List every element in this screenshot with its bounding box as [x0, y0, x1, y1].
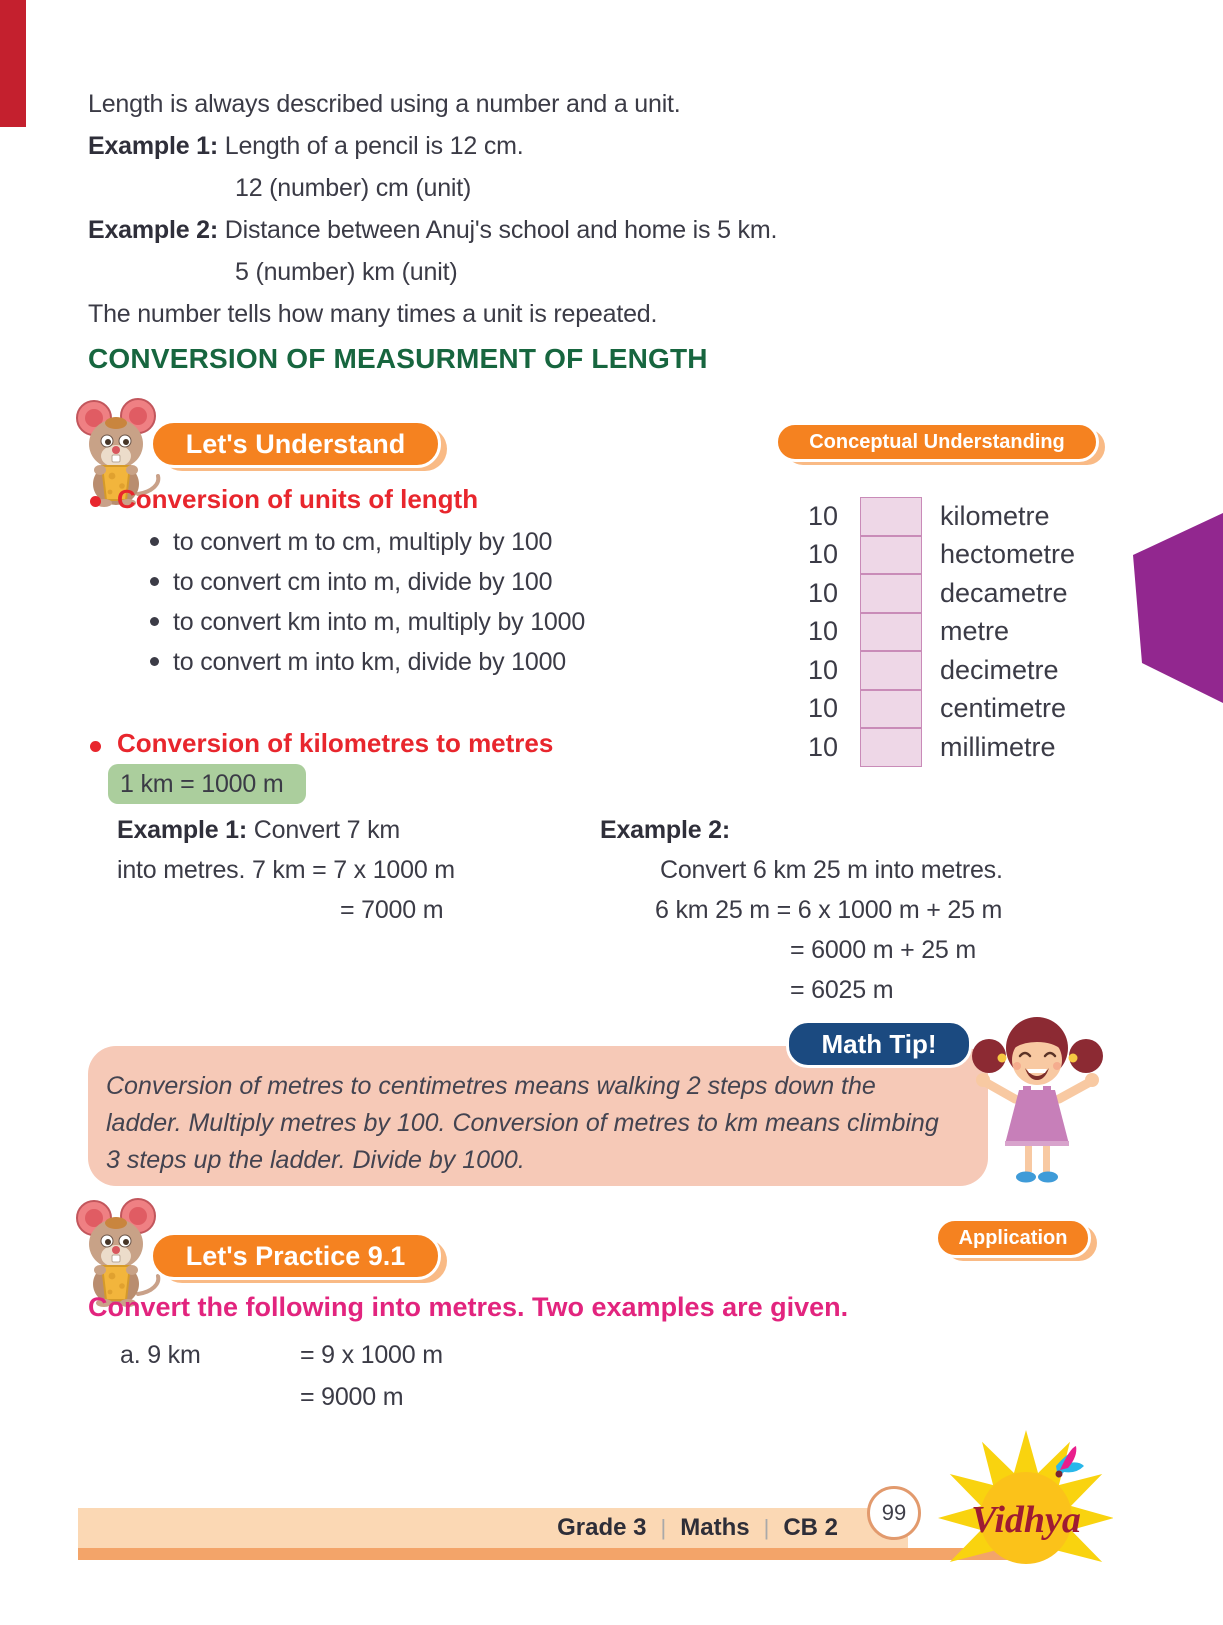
- vidhya-logo-text: Vidhya: [971, 1499, 1081, 1541]
- conceptual-understanding-badge: Conceptual Understanding: [775, 422, 1099, 462]
- ladder-row: [800, 613, 1075, 652]
- example-2-sub: 5 (number) km (unit): [235, 258, 458, 286]
- ladder-step-value: 10: [807, 500, 839, 531]
- ladder-row: [800, 497, 1075, 536]
- units-item: to convert m into km, divide by 1000: [173, 648, 566, 676]
- intro-example-1: [88, 126, 524, 166]
- lets-understand-banner: Let's Understand: [150, 420, 441, 468]
- bullet-icon: [150, 617, 159, 626]
- page-number-badge: 99: [867, 1486, 921, 1540]
- ladder-row: [800, 536, 1075, 575]
- ladder-step-box: [860, 651, 922, 690]
- ladder-step-value: 10: [807, 616, 839, 647]
- practice-item-label: a. 9 km: [120, 1341, 201, 1369]
- math-tip-text: Conversion of metres to centimetres means walking 2 steps down the ladder. Multiply metres by 100. Conversion of metres to km means climbing 3 steps up the ladder. Divide by 1000.: [106, 1072, 939, 1174]
- ladder-unit-label: kilometre: [940, 500, 1050, 531]
- practice-item-step: = 9000 m: [300, 1383, 404, 1411]
- intro-closing: The number tells how many times a unit is repeated.: [88, 300, 658, 328]
- girl-mascot-illustration: [965, 1002, 1110, 1188]
- example-1-label: Example 1:: [88, 132, 219, 160]
- example-1-text: Length of a pencil is 12 cm.: [218, 132, 524, 160]
- km-example-2-line: Convert 6 km 25 m into metres.: [660, 856, 1003, 884]
- ladder-step-box: [860, 690, 922, 729]
- bullet-icon: [150, 577, 159, 586]
- ladder-unit-label: decametre: [940, 577, 1068, 608]
- ladder-unit-label: millimetre: [940, 731, 1056, 762]
- page-corner-accent: [0, 0, 26, 127]
- ladder-row: [800, 651, 1075, 690]
- ladder-unit-label: centimetre: [940, 693, 1067, 724]
- ladder-unit-label: decimetre: [940, 654, 1059, 685]
- practice-instruction: Convert the following into metres. Two examples are given.: [88, 1292, 849, 1322]
- km-example-1-text: Convert 7 km: [247, 816, 401, 844]
- lets-practice-banner: Let's Practice 9.1: [150, 1232, 441, 1280]
- ladder-step-value: 10: [807, 693, 839, 724]
- ladder-row: [800, 690, 1075, 729]
- km-example-2-line: = 6025 m: [790, 976, 894, 1004]
- km-example-2-line: = 6000 m + 25 m: [790, 936, 977, 964]
- ladder-step-value: 10: [807, 577, 839, 608]
- km-example-1-line: into metres. 7 km = 7 x 1000 m: [117, 856, 455, 884]
- application-badge: Application: [935, 1218, 1091, 1258]
- km-example-2-line: 6 km 25 m = 6 x 1000 m + 25 m: [655, 896, 1003, 924]
- footer-book: CB 2: [783, 1514, 838, 1541]
- footer-separator: |: [763, 1515, 770, 1540]
- ladder-step-box: [860, 536, 922, 575]
- footer-separator: |: [660, 1515, 667, 1540]
- km-rule-highlight: 1 km = 1000 m: [108, 764, 306, 804]
- units-item: to convert km into m, multiply by 1000: [173, 608, 586, 636]
- units-item: to convert m to cm, multiply by 100: [173, 528, 553, 556]
- footer-bar: [78, 1508, 908, 1548]
- metric-ladder-diagram: [800, 497, 1075, 767]
- example-1-sub: 12 (number) cm (unit): [235, 174, 472, 202]
- km-example-1-line: [117, 810, 400, 850]
- ladder-step-value: 10: [807, 539, 839, 570]
- km-heading: Conversion of kilometres to metres: [117, 728, 554, 758]
- bullet-icon: [150, 657, 159, 666]
- vidhya-logo: [938, 1428, 1113, 1593]
- km-example-2-label: Example 2:: [600, 816, 731, 844]
- ladder-unit-label: hectometre: [940, 539, 1076, 570]
- ladder-step-box: [860, 728, 922, 767]
- ladder-step-box: [860, 574, 922, 613]
- ladder-step-box: [860, 497, 922, 536]
- intro-line: Length is always described using a number and a unit.: [88, 90, 681, 118]
- units-item: to convert cm into m, divide by 100: [173, 568, 553, 596]
- footer-strip: [78, 1548, 1008, 1560]
- example-2-label: Example 2:: [88, 216, 219, 244]
- km-example-1-label: Example 1:: [117, 816, 248, 844]
- ladder-row: [800, 574, 1075, 613]
- ladder-step-value: 10: [807, 731, 839, 762]
- ladder-unit-label: metre: [940, 616, 1010, 647]
- ladder-row: [800, 728, 1075, 767]
- km-example-1-line: = 7000 m: [340, 896, 444, 924]
- math-tip-title: Math Tip!: [786, 1020, 972, 1068]
- footer-grade: Grade 3: [557, 1514, 647, 1541]
- page-edge-decoration: [1128, 505, 1223, 705]
- bullet-icon: [150, 537, 159, 546]
- ladder-step-box: [860, 613, 922, 652]
- bullet-icon: [90, 496, 101, 507]
- ladder-step-value: 10: [807, 654, 839, 685]
- section-heading: CONVERSION OF MEASURMENT OF LENGTH: [88, 343, 708, 374]
- footer-subject: Maths: [680, 1514, 750, 1541]
- example-2-text: Distance between Anuj's school and home is 5 km.: [218, 216, 778, 244]
- bullet-icon: [90, 741, 101, 752]
- practice-item-step: = 9 x 1000 m: [300, 1341, 443, 1369]
- units-heading: Conversion of units of length: [117, 484, 479, 514]
- intro-example-2: [88, 210, 777, 250]
